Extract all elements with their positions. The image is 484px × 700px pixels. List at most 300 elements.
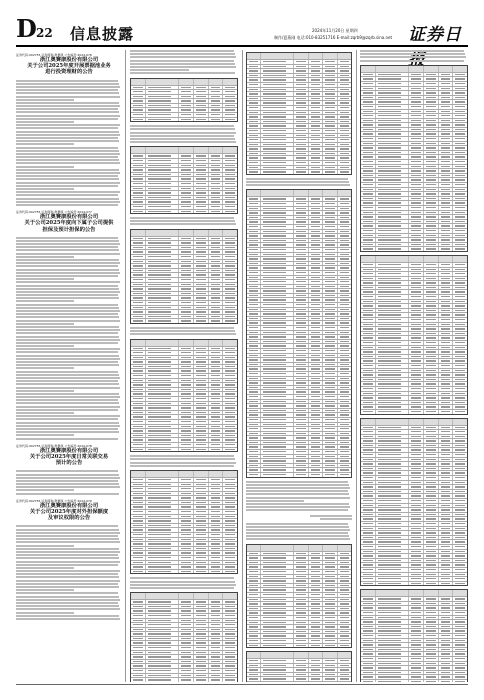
table-cell: [409, 174, 424, 178]
table-cell: [131, 260, 146, 264]
cell-text: [196, 488, 206, 489]
cell-text: [311, 451, 320, 452]
cell-text: [363, 486, 373, 487]
table-cell: [338, 565, 351, 569]
cell-text: [148, 652, 171, 653]
cell-text: [225, 100, 235, 101]
table-cell: [323, 459, 337, 463]
table-cell: [146, 425, 180, 429]
table-cell: [261, 565, 294, 569]
table-cell: [439, 620, 454, 624]
table-cell: [294, 386, 308, 390]
cell-text: [378, 640, 401, 641]
table-cell: [439, 268, 454, 272]
cell-text: [263, 428, 285, 429]
cell-text: [263, 98, 285, 99]
cell-text: [249, 405, 258, 406]
table-cell: [323, 436, 337, 440]
table-cell: [409, 211, 424, 215]
cell-text: [148, 534, 171, 535]
announcement-code: 证券代码:002755 证券简称:奥赛康 公告编号:2024-078: [16, 443, 92, 448]
cell-text: [411, 92, 421, 93]
table-cell: [146, 315, 180, 319]
cell-text: [455, 216, 465, 217]
cell-text: [455, 607, 465, 608]
cell-text: [225, 679, 235, 680]
text-line: [16, 551, 120, 553]
cell-text: [249, 350, 258, 351]
cell-text: [211, 656, 221, 657]
cell-text: [296, 355, 305, 356]
cell-text: [363, 305, 373, 306]
cell-text: [211, 416, 221, 417]
cell-text: [225, 256, 235, 257]
table-cell: [361, 332, 376, 336]
cell-text: [378, 115, 401, 116]
cell-text: [225, 284, 235, 285]
cell-text: [181, 178, 191, 179]
table-cell: [194, 632, 209, 636]
cell-text: [263, 208, 285, 209]
table-cell: [247, 280, 261, 284]
table-cell: [209, 177, 224, 181]
table-cell: [146, 79, 180, 85]
table-cell: [409, 554, 424, 558]
table-cell: [376, 110, 410, 114]
table-cell: [261, 668, 294, 672]
table-cell: [209, 369, 224, 373]
cell-text: [311, 660, 320, 661]
cell-text: [211, 251, 221, 252]
table-cell: [409, 119, 424, 123]
table-cell: [146, 164, 180, 168]
table-cell: [194, 351, 209, 355]
table-cell: [209, 528, 224, 532]
cell-text: [363, 491, 373, 492]
cell-text: [249, 373, 258, 374]
cell-text: [325, 309, 334, 310]
table-cell: [439, 485, 454, 489]
cell-text: [363, 574, 373, 575]
cell-text: [426, 342, 436, 343]
table-cell: [247, 445, 261, 449]
body-text: [130, 455, 238, 468]
text-line: [16, 285, 118, 287]
cell-text: [148, 384, 171, 385]
cell-text: [296, 373, 305, 374]
cell-text: [363, 221, 373, 222]
table-cell: [247, 552, 261, 556]
table-cell: [309, 138, 323, 142]
cell-text: [263, 631, 285, 632]
text-line: [16, 567, 74, 569]
cell-text: [411, 156, 421, 157]
table-cell: [453, 100, 467, 104]
table-cell: [146, 538, 180, 542]
cell-text: [196, 251, 206, 252]
table-cell: [261, 111, 294, 115]
cell-text: [411, 402, 421, 403]
table-cell: [247, 673, 261, 677]
cell-text: [441, 607, 451, 608]
cell-text: [133, 525, 143, 526]
cell-text: [411, 202, 421, 203]
table-cell: [361, 91, 376, 95]
table-cell: [361, 590, 376, 596]
table-cell: [194, 505, 209, 509]
table-cell: [294, 207, 308, 211]
text-line: [16, 573, 118, 575]
cell-text: [340, 322, 349, 323]
table-cell: [223, 533, 237, 537]
text-line: [16, 612, 74, 614]
table-cell: [194, 241, 209, 245]
table-cell: [223, 425, 237, 429]
cell-text: [181, 279, 191, 280]
table-cell: [424, 247, 439, 251]
cell-text: [455, 97, 465, 98]
table-cell: [361, 536, 376, 540]
table-row: [131, 340, 237, 347]
table-cell: [439, 392, 454, 396]
cell-text: [340, 244, 349, 245]
cell-text: [363, 630, 373, 631]
table-cell: [223, 360, 237, 364]
table-cell: [439, 336, 454, 340]
cell-text: [181, 165, 191, 166]
table-cell: [376, 96, 410, 100]
table-cell: [131, 448, 146, 452]
text-line: [16, 307, 119, 309]
table-cell: [409, 146, 424, 150]
cell-text: [133, 370, 143, 371]
table-cell: [376, 499, 410, 503]
table-cell: [247, 262, 261, 266]
cell-text: [211, 256, 221, 257]
table-cell: [223, 147, 237, 153]
table-cell: [247, 202, 261, 206]
cell-text: [426, 518, 436, 519]
cell-text: [378, 402, 401, 403]
cell-text: [441, 111, 451, 112]
table-cell: [146, 269, 180, 273]
table-cell: [424, 648, 439, 652]
cell-text: [148, 557, 171, 558]
table-cell: [194, 90, 209, 94]
table-cell: [247, 611, 261, 615]
table-cell: [261, 390, 294, 394]
table-cell: [376, 550, 410, 554]
cell-text: [426, 189, 436, 190]
cell-text: [455, 532, 465, 533]
table-cell: [179, 360, 194, 364]
table-cell: [146, 369, 180, 373]
cell-text: [181, 629, 191, 630]
cell-text: [455, 431, 465, 432]
table-cell: [209, 113, 224, 117]
table-cell: [223, 664, 237, 668]
table-cell: [209, 492, 224, 496]
cell-text: [133, 160, 143, 161]
cell-text: [148, 525, 171, 526]
table-cell: [361, 545, 376, 549]
cell-text: [311, 599, 320, 600]
table-cell: [453, 550, 467, 554]
cell-text: [311, 249, 320, 250]
table-cell: [439, 444, 454, 448]
cell-text: [225, 279, 235, 280]
cell-text: [411, 541, 421, 542]
table-cell: [323, 331, 337, 335]
table-cell: [439, 401, 454, 405]
table-cell: [294, 639, 308, 643]
cell-text: [441, 440, 451, 441]
cell-text: [441, 374, 451, 375]
cell-text: [325, 61, 334, 62]
cell-text: [133, 511, 143, 512]
cell-text: [148, 119, 171, 120]
table-cell: [194, 496, 209, 500]
table-cell: [338, 652, 351, 658]
table-cell: [453, 405, 467, 409]
table-cell: [323, 335, 337, 339]
table-cell: [453, 323, 467, 327]
cell-text: [249, 79, 258, 80]
cell-text: [311, 286, 320, 287]
table-cell: [409, 590, 424, 596]
table-cell: [209, 538, 224, 542]
cell-text: [263, 433, 285, 434]
cell-text: [426, 129, 436, 130]
table-cell: [194, 605, 209, 609]
text-line: [16, 564, 118, 566]
table-cell: [309, 575, 323, 579]
cell-text: [378, 324, 401, 325]
cell-text: [249, 469, 258, 470]
table-cell: [223, 669, 237, 673]
table-cell: [309, 413, 323, 417]
table-cell: [146, 483, 180, 487]
cell-text: [148, 169, 171, 170]
table-cell: [361, 554, 376, 558]
text-line: [246, 526, 349, 528]
cell-text: [441, 244, 451, 245]
cell-text: [148, 197, 171, 198]
cell-text: [455, 393, 465, 394]
cell-text: [455, 282, 465, 283]
table-cell: [247, 450, 261, 454]
cell-text: [148, 647, 171, 648]
table-cell: [323, 381, 337, 385]
cell-text: [296, 171, 305, 172]
cell-text: [340, 79, 349, 80]
text-line: [360, 56, 466, 58]
cell-text: [325, 465, 334, 466]
table-cell: [223, 443, 237, 447]
cell-text: [426, 310, 436, 311]
cell-text: [263, 235, 285, 236]
cell-text: [133, 670, 143, 671]
table-cell: [247, 377, 261, 381]
table-cell: [338, 83, 351, 87]
table-cell: [409, 444, 424, 448]
text-line: [16, 415, 120, 417]
table-cell: [424, 504, 439, 508]
table-cell: [439, 146, 454, 150]
cell-text: [426, 537, 436, 538]
cell-text: [211, 91, 221, 92]
data-table: [130, 229, 238, 324]
text-line: [16, 118, 118, 120]
table-cell: [146, 273, 180, 277]
cell-text: [196, 393, 206, 394]
table-cell: [146, 230, 180, 236]
cell-text: [196, 119, 206, 120]
table-cell: [131, 159, 146, 163]
cell-text: [311, 414, 320, 415]
cell-text: [211, 543, 221, 544]
table-cell: [453, 462, 467, 466]
headline-line: 进行投资理财的公告: [45, 69, 93, 76]
cell-text: [133, 449, 143, 450]
cell-text: [133, 265, 143, 266]
cell-text: [455, 463, 465, 464]
cell-text: [196, 302, 206, 303]
table-cell: [323, 74, 337, 78]
table-cell: [361, 629, 376, 633]
table-cell: [179, 605, 194, 609]
table-cell: [439, 419, 454, 425]
table-cell: [376, 224, 410, 228]
table-cell: [409, 527, 424, 531]
text-line: [16, 402, 119, 404]
table-cell: [131, 113, 146, 117]
cell-text: [455, 402, 465, 403]
table-cell: [261, 115, 294, 119]
cell-text: [455, 379, 465, 380]
text-line: [16, 580, 120, 582]
table-cell: [247, 285, 261, 289]
cell-text: [441, 365, 451, 366]
table-cell: [294, 677, 308, 681]
table-cell: [294, 239, 308, 243]
cell-text: [340, 631, 349, 632]
table-cell: [376, 281, 410, 285]
cell-text: [426, 500, 436, 501]
cell-text: [363, 225, 373, 226]
text-line: [16, 169, 119, 171]
table-cell: [323, 266, 337, 270]
table-cell: [131, 492, 146, 496]
cell-text: [363, 239, 373, 240]
cell-text: [196, 311, 206, 312]
cell-text: [296, 116, 305, 117]
table-cell: [338, 312, 351, 316]
cell-text: [441, 482, 451, 483]
table-cell: [409, 281, 424, 285]
cell-text: [133, 352, 143, 353]
cell-text: [426, 198, 436, 199]
table-cell: [131, 678, 146, 682]
table-cell: [223, 310, 237, 314]
table-cell: [261, 152, 294, 156]
cell-text: [426, 356, 436, 357]
table-cell: [261, 276, 294, 280]
table-cell: [409, 247, 424, 251]
table-cell: [424, 336, 439, 340]
cell-text: [311, 61, 320, 62]
cell-text: [340, 84, 349, 85]
table-cell: [376, 540, 410, 544]
cell-text: [426, 574, 436, 575]
table-cell: [179, 471, 194, 477]
table-cell: [439, 220, 454, 224]
column-divider: [242, 50, 243, 682]
cell-text: [263, 557, 285, 558]
cell-text: [148, 375, 171, 376]
table-cell: [294, 588, 308, 592]
cell-text: [411, 310, 421, 311]
table-cell: [247, 65, 261, 69]
cell-text: [411, 635, 421, 636]
cell-text: [378, 216, 401, 217]
cell-text: [325, 102, 334, 103]
table-cell: [376, 238, 410, 242]
table-cell: [409, 224, 424, 228]
cell-text: [296, 153, 305, 154]
cell-text: [311, 135, 320, 136]
cell-text: [441, 569, 451, 570]
table-cell: [338, 390, 351, 394]
table-cell: [453, 247, 467, 251]
table-cell: [209, 90, 224, 94]
cell-text: [181, 606, 191, 607]
cell-text: [426, 612, 436, 613]
cell-text: [133, 87, 143, 88]
cell-text: [363, 179, 373, 180]
table-cell: [179, 528, 194, 532]
cell-text: [311, 640, 320, 641]
cell-text: [340, 203, 349, 204]
table-cell: [376, 378, 410, 382]
table-cell: [209, 628, 224, 632]
table-cell: [309, 390, 323, 394]
cell-text: [426, 640, 436, 641]
table-cell: [261, 423, 294, 427]
cell-text: [340, 61, 349, 62]
table-cell: [453, 545, 467, 549]
table-cell: [338, 598, 351, 602]
table-cell: [247, 607, 261, 611]
cell-text: [325, 566, 334, 567]
table-cell: [338, 409, 351, 413]
cell-text: [181, 620, 191, 621]
cell-text: [325, 350, 334, 351]
table-cell: [439, 178, 454, 182]
table-cell: [424, 419, 439, 425]
table-cell: [409, 82, 424, 86]
table-cell: [194, 547, 209, 551]
table-cell: [146, 528, 180, 532]
cell-text: [441, 555, 451, 556]
cell-text: [340, 373, 349, 374]
table-cell: [131, 200, 146, 204]
cell-text: [378, 356, 401, 357]
cell-text: [196, 416, 206, 417]
cell-text: [249, 93, 258, 94]
table-cell: [309, 455, 323, 459]
table-cell: [131, 269, 146, 273]
